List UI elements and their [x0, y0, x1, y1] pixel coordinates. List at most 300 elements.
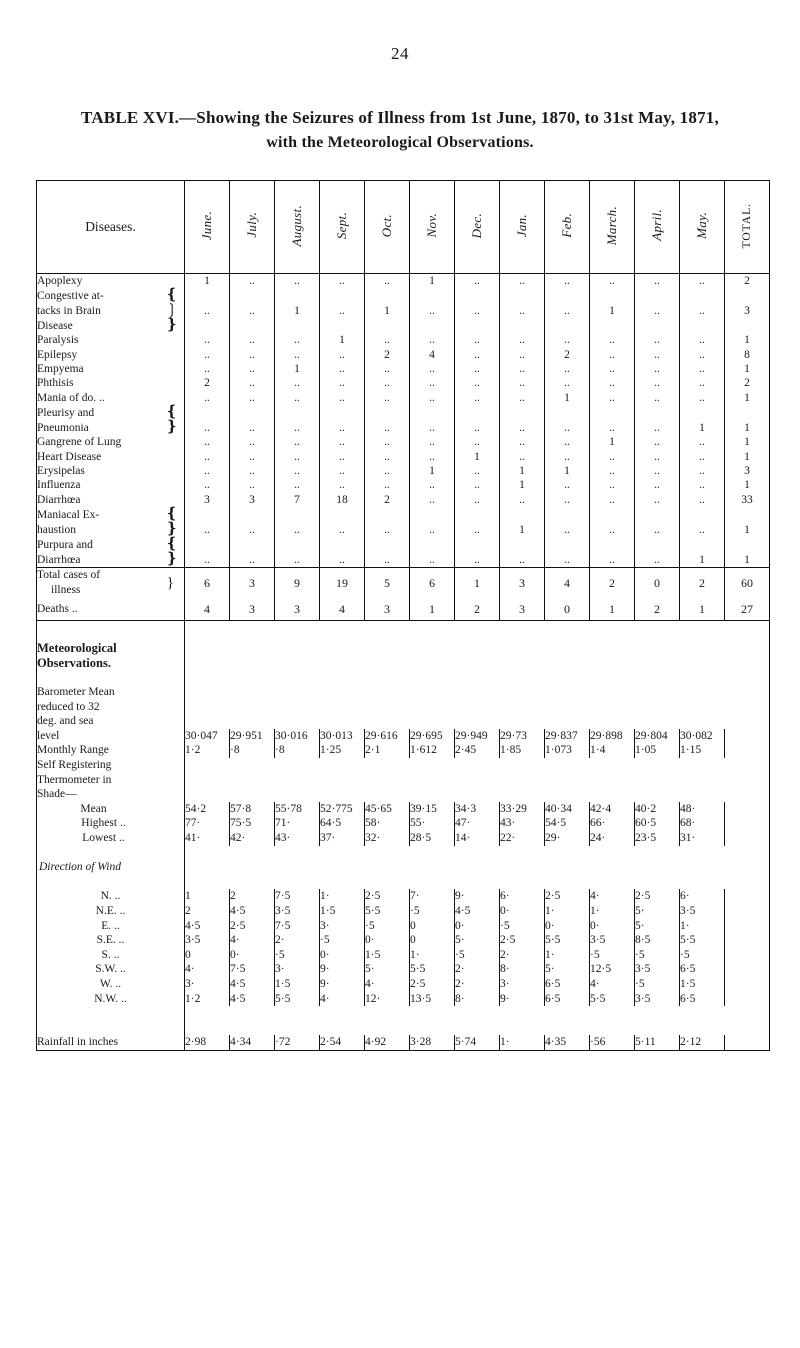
cell: .. — [365, 333, 410, 347]
cell-total — [725, 977, 770, 992]
header-month-label: July. — [244, 212, 259, 239]
cell: 0 — [410, 933, 455, 948]
cell: 1 — [500, 464, 545, 478]
cell: ·72 — [275, 1035, 320, 1050]
header-month-june — [185, 180, 230, 273]
disease-label-group — [37, 522, 185, 537]
cell — [500, 507, 545, 522]
cell: .. — [230, 450, 275, 464]
header-month-label: March. — [604, 205, 619, 245]
cell: .. — [230, 391, 275, 405]
empty — [185, 773, 770, 788]
cell: 55· — [410, 816, 455, 831]
cell: 5·11 — [635, 1035, 680, 1050]
cell: .. — [410, 362, 455, 376]
cell — [545, 405, 590, 420]
cell: .. — [320, 552, 365, 568]
cell: 2·5 — [500, 933, 545, 948]
cell: 0 — [635, 568, 680, 599]
cell: .. — [410, 493, 455, 507]
cell: 0· — [230, 948, 275, 963]
cell: 64·5 — [320, 816, 365, 831]
cell: 1· — [320, 889, 365, 904]
cell: 1· — [680, 919, 725, 934]
cell: 5· — [545, 962, 590, 977]
table-row-deaths — [37, 598, 770, 621]
cell-total: 1 — [725, 362, 770, 376]
cell: .. — [680, 348, 725, 362]
cell: ·5 — [410, 904, 455, 919]
cell: 3 — [230, 598, 275, 621]
cell: .. — [365, 420, 410, 435]
monthly-range-row — [37, 743, 770, 758]
cell: 2·5 — [635, 889, 680, 904]
cell: .. — [680, 362, 725, 376]
wind-row-s — [37, 948, 770, 963]
header-month-label: August. — [289, 204, 304, 247]
cell: 40·34 — [545, 802, 590, 817]
wind-row-w — [37, 977, 770, 992]
spacer-cell — [37, 1021, 185, 1036]
cell: .. — [455, 303, 500, 318]
spacer-cell — [185, 875, 770, 890]
cell: 0 — [545, 598, 590, 621]
cell: 1·2 — [185, 743, 230, 758]
cell: .. — [590, 450, 635, 464]
wind-row-e — [37, 919, 770, 934]
cell: .. — [410, 522, 455, 537]
cell: 1·5 — [275, 977, 320, 992]
cell: .. — [410, 303, 455, 318]
cell: 1·25 — [320, 743, 365, 758]
cell — [590, 405, 635, 420]
header-month-march — [590, 180, 635, 273]
cell: .. — [410, 450, 455, 464]
cell: .. — [185, 435, 230, 449]
cell: .. — [680, 303, 725, 318]
cell: .. — [230, 552, 275, 568]
disease-label: Apoplexy — [37, 273, 185, 288]
cell: 1·5 — [320, 904, 365, 919]
table-row — [37, 537, 770, 552]
cell: 1 — [275, 303, 320, 318]
barometer-label-4: level — [37, 729, 185, 744]
spacer-cell — [37, 1006, 185, 1021]
cell: .. — [320, 362, 365, 376]
cell: .. — [365, 362, 410, 376]
cell: .. — [365, 435, 410, 449]
cell — [275, 537, 320, 552]
header-month-label: Oct. — [379, 213, 394, 237]
cell: 42·4 — [590, 802, 635, 817]
cell: 2· — [455, 962, 500, 977]
cell: .. — [230, 420, 275, 435]
table-row — [37, 405, 770, 420]
cell-total: 1 — [725, 333, 770, 347]
cell: .. — [410, 420, 455, 435]
cell: 3·5 — [185, 933, 230, 948]
brace-icon: } — [166, 574, 174, 591]
cell: .. — [455, 478, 500, 492]
cell: .. — [680, 333, 725, 347]
cell: .. — [230, 362, 275, 376]
cell: 0· — [365, 933, 410, 948]
cell: 29·804 — [635, 729, 680, 744]
cell — [455, 318, 500, 333]
cell: .. — [545, 450, 590, 464]
table-row — [37, 507, 770, 522]
cell: 3·5 — [680, 904, 725, 919]
wind-label-s: S. .. — [37, 948, 185, 963]
cell — [365, 288, 410, 303]
cell: .. — [275, 391, 320, 405]
cell: .. — [680, 273, 725, 288]
cell: 4·5 — [185, 919, 230, 934]
cell: 1·4 — [590, 743, 635, 758]
cell: .. — [185, 552, 230, 568]
disease-label-group — [37, 318, 185, 333]
cell: .. — [680, 450, 725, 464]
cell: .. — [185, 522, 230, 537]
cell: 1 — [410, 273, 455, 288]
cell: 7·5 — [230, 962, 275, 977]
cell: .. — [455, 493, 500, 507]
cell: 1 — [500, 522, 545, 537]
cell — [185, 288, 230, 303]
cell: 29·616 — [365, 729, 410, 744]
cell: 29·73 — [500, 729, 545, 744]
spacer-row — [37, 670, 770, 685]
cell: 45·65 — [365, 802, 410, 817]
cell: .. — [230, 464, 275, 478]
cell: 30·013 — [320, 729, 365, 744]
cell: .. — [590, 464, 635, 478]
cell — [365, 507, 410, 522]
header-diseases: Diseases. — [37, 180, 185, 273]
cell: 19 — [320, 568, 365, 599]
cell: 6· — [500, 889, 545, 904]
cell — [410, 537, 455, 552]
table-row — [37, 376, 770, 390]
cell: 18 — [320, 493, 365, 507]
cell: .. — [635, 522, 680, 537]
header-month-feb — [545, 180, 590, 273]
cell-total — [725, 1035, 770, 1050]
cell: .. — [320, 348, 365, 362]
cell: .. — [275, 552, 320, 568]
cell: .. — [455, 435, 500, 449]
cell: 6·5 — [680, 962, 725, 977]
cell: 24· — [590, 831, 635, 846]
table-row — [37, 273, 770, 288]
cell: 54·2 — [185, 802, 230, 817]
cell: 7· — [410, 889, 455, 904]
cell: .. — [275, 273, 320, 288]
header-month-nov — [410, 180, 455, 273]
cell: .. — [185, 450, 230, 464]
cell: 3 — [230, 568, 275, 599]
disease-label: Influenza — [37, 478, 185, 492]
cell: .. — [545, 420, 590, 435]
cell: 4·35 — [545, 1035, 590, 1050]
cell: 1 — [590, 303, 635, 318]
cell: .. — [410, 478, 455, 492]
cell — [635, 318, 680, 333]
cell-total: 2 — [725, 376, 770, 390]
cell: 1·5 — [680, 977, 725, 992]
header-month-label: Feb. — [559, 212, 574, 238]
thermometer-lowest-label: Lowest .. — [37, 831, 185, 846]
disease-label: Empyema — [37, 362, 185, 376]
cell: 58· — [365, 816, 410, 831]
cell — [455, 288, 500, 303]
table-row — [37, 450, 770, 464]
cell: 5·5 — [545, 933, 590, 948]
cell: .. — [500, 333, 545, 347]
cell: .. — [545, 478, 590, 492]
cell: 1 — [500, 478, 545, 492]
brace-icon: ❴ — [165, 536, 178, 553]
cell: 29·898 — [590, 729, 635, 744]
cell — [365, 405, 410, 420]
total-cases-label: Total cases of — [37, 569, 101, 582]
cell — [545, 318, 590, 333]
thermometer-heading-row — [37, 758, 770, 773]
cell-total: 8 — [725, 348, 770, 362]
cell — [185, 318, 230, 333]
cell: .. — [185, 478, 230, 492]
cell: .. — [185, 420, 230, 435]
cell: 2·5 — [545, 889, 590, 904]
brace-icon: ❴ — [165, 404, 178, 421]
header-month-oct — [365, 180, 410, 273]
cell: .. — [680, 478, 725, 492]
cell: 3· — [185, 977, 230, 992]
cell: 29·695 — [410, 729, 455, 744]
cell: 0· — [455, 919, 500, 934]
cell: ·5 — [500, 919, 545, 934]
cell-total — [725, 831, 770, 846]
cell: 1 — [275, 362, 320, 376]
cell — [680, 507, 725, 522]
cell: .. — [320, 420, 365, 435]
cell — [500, 405, 545, 420]
cell: .. — [500, 435, 545, 449]
brace-icon: ❵ — [165, 551, 178, 568]
cell: .. — [680, 435, 725, 449]
cell: 5· — [455, 933, 500, 948]
spacer-row — [37, 1021, 770, 1036]
cell — [590, 537, 635, 552]
cell — [545, 537, 590, 552]
wind-row-n — [37, 889, 770, 904]
cell-total — [725, 802, 770, 817]
cell: 40·2 — [635, 802, 680, 817]
cell: .. — [500, 552, 545, 568]
disease-label-group — [37, 537, 185, 552]
cell: 3· — [500, 977, 545, 992]
header-month-july — [230, 180, 275, 273]
cell: 5·5 — [275, 992, 320, 1007]
cell — [320, 405, 365, 420]
cell: .. — [455, 522, 500, 537]
cell: 4·5 — [230, 992, 275, 1007]
cell: 2· — [275, 933, 320, 948]
cell: 6 — [185, 568, 230, 599]
cell: 4 — [410, 348, 455, 362]
cell: .. — [635, 303, 680, 318]
total-cases-label-2: illness — [51, 584, 81, 597]
barometer-label-1: Barometer Mean — [37, 685, 185, 700]
thermometer-heading-1: Self Registering — [37, 758, 185, 773]
cell-total — [725, 288, 770, 303]
cell — [320, 288, 365, 303]
cell: .. — [230, 273, 275, 288]
wind-heading-row — [37, 860, 770, 875]
cell: .. — [410, 552, 455, 568]
meteorological-block — [37, 621, 770, 1051]
cell: 2 — [365, 348, 410, 362]
wind-label-n: N. .. — [37, 889, 185, 904]
cell: 0· — [500, 904, 545, 919]
cell: 14· — [455, 831, 500, 846]
disease-label-group — [37, 552, 185, 568]
cell — [185, 507, 230, 522]
cell: .. — [635, 450, 680, 464]
cell: .. — [500, 348, 545, 362]
cell: 2 — [230, 889, 275, 904]
cell: 3 — [500, 568, 545, 599]
cell: 3·5 — [635, 962, 680, 977]
cell-total — [725, 889, 770, 904]
cell — [455, 405, 500, 420]
cell: 2 — [185, 376, 230, 390]
cell: 9 — [275, 568, 320, 599]
table-row — [37, 552, 770, 568]
table-row — [37, 303, 770, 318]
cell: 1 — [545, 464, 590, 478]
cell: .. — [185, 391, 230, 405]
cell: .. — [320, 478, 365, 492]
cell: ·5 — [635, 948, 680, 963]
totals-block — [37, 568, 770, 621]
cell: .. — [635, 391, 680, 405]
cell — [545, 288, 590, 303]
cell: 9· — [455, 889, 500, 904]
cell: .. — [185, 362, 230, 376]
header-month-jan — [500, 180, 545, 273]
cell: .. — [275, 478, 320, 492]
cell — [320, 537, 365, 552]
cell — [320, 507, 365, 522]
wind-row-sw — [37, 962, 770, 977]
cell: 5· — [635, 919, 680, 934]
cell: 9· — [500, 992, 545, 1007]
cell: 1·05 — [635, 743, 680, 758]
cell: 2 — [680, 568, 725, 599]
cell: .. — [455, 333, 500, 347]
cell: ·5 — [455, 948, 500, 963]
cell — [410, 507, 455, 522]
cell: 1 — [410, 464, 455, 478]
cell: 1· — [410, 948, 455, 963]
cell: 5·5 — [410, 962, 455, 977]
cell: 2·54 — [320, 1035, 365, 1050]
disease-label-group — [37, 507, 185, 522]
spacer-cell — [37, 621, 185, 642]
cell: 1 — [545, 391, 590, 405]
wind-row-se — [37, 933, 770, 948]
disease-label: haustion — [37, 523, 76, 536]
cell: .. — [545, 273, 590, 288]
barometer-label-3: deg. and sea — [37, 714, 185, 729]
header-month-may — [680, 180, 725, 273]
cell: 9· — [320, 977, 365, 992]
cell: 54·5 — [545, 816, 590, 831]
table-row — [37, 478, 770, 492]
spacer-row — [37, 1006, 770, 1021]
disease-label: Maniacal Ex- — [37, 508, 100, 521]
cell: 1 — [680, 420, 725, 435]
cell: 2·1 — [365, 743, 410, 758]
cell — [635, 507, 680, 522]
cell: 52·775 — [320, 802, 365, 817]
cell: 2·45 — [455, 743, 500, 758]
cell: .. — [545, 522, 590, 537]
cell: .. — [590, 420, 635, 435]
cell-total: 1 — [725, 420, 770, 435]
cell: 1 — [680, 598, 725, 621]
barometer-values-row — [37, 729, 770, 744]
cell: .. — [185, 348, 230, 362]
empty — [185, 714, 770, 729]
table-row — [37, 362, 770, 376]
cell-total: 1 — [725, 522, 770, 537]
brace-icon: ❵ — [165, 521, 178, 538]
cell: 8·5 — [635, 933, 680, 948]
cell — [275, 288, 320, 303]
empty — [185, 700, 770, 715]
cell: 6·5 — [680, 992, 725, 1007]
cell: .. — [545, 552, 590, 568]
cell: 6·5 — [545, 977, 590, 992]
cell: 12·5 — [590, 962, 635, 977]
cell: .. — [410, 391, 455, 405]
cell-total — [725, 507, 770, 522]
table-row — [37, 391, 770, 405]
diseases-block — [37, 273, 770, 567]
disease-label: Erysipelas — [37, 464, 185, 478]
cell: .. — [455, 348, 500, 362]
cell — [230, 537, 275, 552]
cell: 42· — [230, 831, 275, 846]
spacer-cell — [37, 670, 185, 685]
cell: .. — [455, 362, 500, 376]
cell — [500, 288, 545, 303]
cell: .. — [455, 376, 500, 390]
cell: .. — [500, 273, 545, 288]
cell: 1 — [590, 435, 635, 449]
cell: 2 — [455, 598, 500, 621]
cell: .. — [230, 376, 275, 390]
wind-row-ne — [37, 904, 770, 919]
cell — [455, 507, 500, 522]
cell: 5· — [635, 904, 680, 919]
cell: .. — [410, 435, 455, 449]
cell: .. — [590, 333, 635, 347]
cell-total: 60 — [725, 568, 770, 599]
header-month-august — [275, 180, 320, 273]
